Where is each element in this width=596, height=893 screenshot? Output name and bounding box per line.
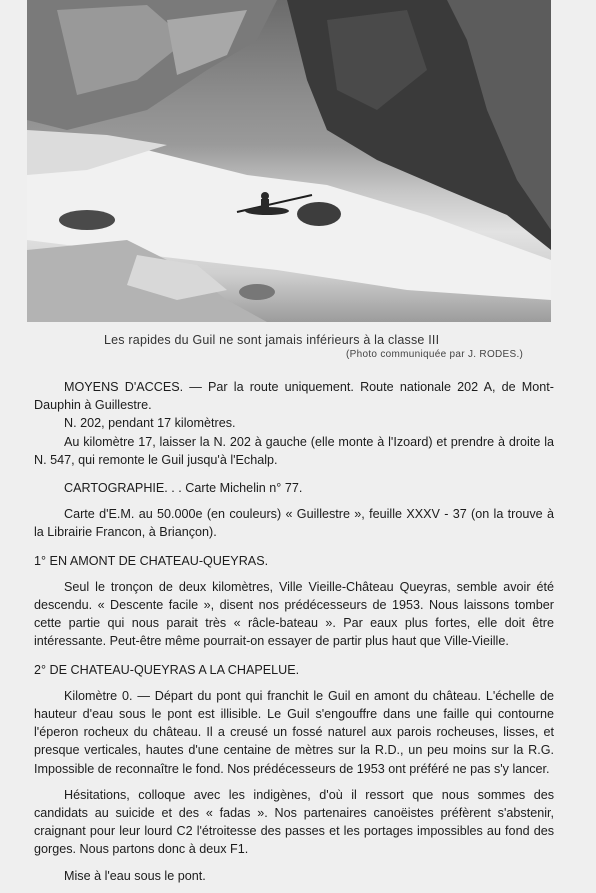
section-2-paragraph-3: Mise à l'eau sous le pont. [64,868,206,883]
map-reference-paragraph: Carte d'E.M. au 50.000e (en couleurs) « Guillestre », feuille XXXV - 37 (on la trouve à la Librairie Francon, à Briançon). [34,507,554,540]
photo-credit: (Photo communiquée par J. RODES.) [346,349,524,360]
section-2-paragraph-2: Hésitations, colloque avec les indigènes, d'où il ressort que nous sommes des candidats au suicide et des « fadas ». Nos partenaires canoëistes préfèrent s'abstenir, craignant pour leur lourd C2 l'étroitesse des passes et les portages impossibles au fond des gorges. Nous partons donc à deux F1. [34,787,554,857]
section-2-paragraph-1: Kilomètre 0. — Départ du pont qui franchit le Guil en amont du château. L'échelle de hauteur d'eau sous le pont est illisible. Le Guil s'engouffre dans une faille qui contourne l'éperon rocheux du château. Il a creusé un fossé naturel aux parois rocheuses, lisses, et presque verticales, hautes d'une centaine de mètres sur la R.D., un peu moins sur la R.G. Impossible de reconnaître le fond. Nos prédécesseurs de 1953 ont préféré ne pas s'y lancer. [34,688,554,776]
cartography-paragraph: CARTOGRAPHIE. . . Carte Michelin n° 77. [64,481,303,496]
section-1-heading: 1° EN AMONT DE CHATEAU-QUEYRAS. [34,553,269,568]
article-body [34,378,554,885]
section-2-heading: 2° DE CHATEAU-QUEYRAS A LA CHAPELUE. [34,662,300,677]
access-km-paragraph: Au kilomètre 17, laisser la N. 202 à gauche (elle monte à l'Izoard) et prendre à droite la N. 547, qui remonte le Guil jusqu'à l'Echalp. [34,434,554,467]
section-1-paragraph: Seul le tronçon de deux kilomètres, Ville Vieille-Château Queyras, semble avoir été descendu. « Descente facile », disent nos prédécesseurs de 1953. Nous laissons tomber cette partie qui nous parait très « râcle-bateau ». Par eaux plus fortes, elle doit être intéressante. Peut-être même pourrait-on essayer de partir plus haut que Ville-Vieille. [34,579,554,649]
photo-caption: Les rapides du Guil ne sont jamais inférieurs à la classe III [104,333,440,347]
access-route-paragraph: N. 202, pendant 17 kilomètres. [64,416,236,431]
river-rapids-photo [27,0,551,322]
access-paragraph: MOYENS D'ACCES. — Par la route uniquement. Route nationale 202 A, de Mont-Dauphin à Guillestre. [34,380,554,413]
